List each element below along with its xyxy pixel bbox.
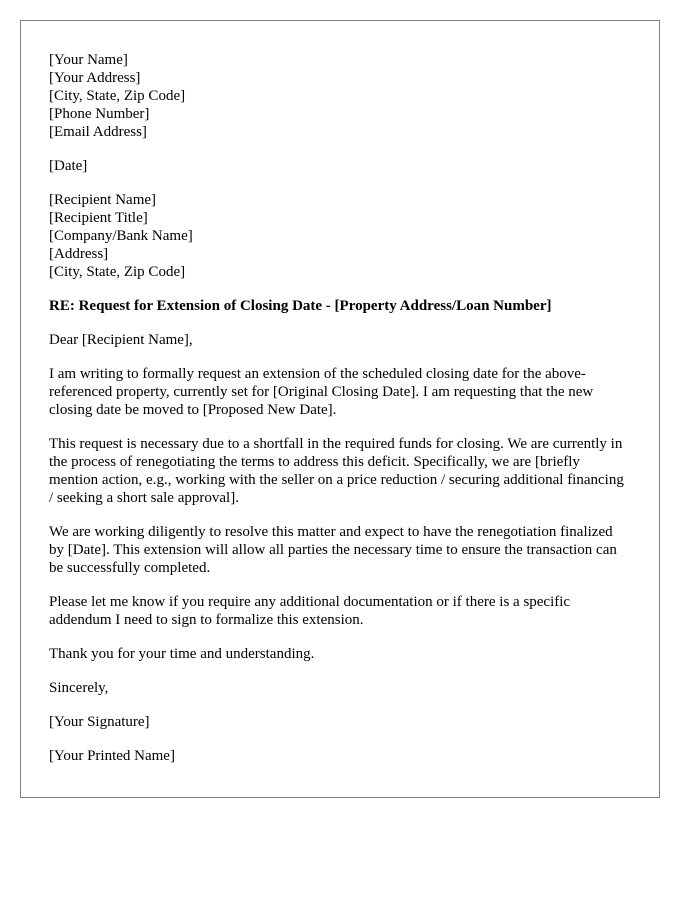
recipient-block <box>49 191 631 281</box>
body-paragraph: We are working diligently to resolve this matter and expect to have the renegotiation finalized by [Date]. This extension will allow all parties the necessary time to ensure the transaction can be successfully completed. <box>49 524 617 576</box>
date-block <box>49 157 631 175</box>
letter-page <box>20 20 660 798</box>
recipient-name: [Recipient Name] <box>49 192 157 208</box>
sender-phone: [Phone Number] <box>49 106 150 122</box>
recipient-address: [Address] <box>49 246 109 262</box>
body-paragraph: Please let me know if you require any additional documentation or if there is a specific addendum I need to sign to formalize this extension. <box>49 594 571 628</box>
letter-date: [Date] <box>49 158 88 174</box>
sender-email: [Email Address] <box>49 124 147 140</box>
printed-name: [Your Printed Name] <box>49 748 175 764</box>
subject-line: RE: Request for Extension of Closing Date - [Property Address/Loan Number] <box>49 298 552 314</box>
recipient-company: [Company/Bank Name] <box>49 228 193 244</box>
sender-address: [Your Address] <box>49 70 141 86</box>
signature-placeholder: [Your Signature] <box>49 714 150 730</box>
body-paragraph: This request is necessary due to a shortfall in the required funds for closing. We are currently in the process of renegotiating the terms to address this deficit. Specifically, we are [briefly mention action, e.g., working with the seller on a price reduction / securing additional financing / seeking a short sale approval]. <box>49 436 624 506</box>
salutation: Dear [Recipient Name], <box>49 332 193 348</box>
closing: Sincerely, <box>49 680 109 696</box>
recipient-title: [Recipient Title] <box>49 210 148 226</box>
recipient-city-state-zip: [City, State, Zip Code] <box>49 264 186 280</box>
sender-city-state-zip: [City, State, Zip Code] <box>49 88 186 104</box>
body-paragraph: I am writing to formally request an extension of the scheduled closing date for the above-referenced property, currently set for [Original Closing Date]. I am requesting that the new closing date be moved to [Proposed New Date]. <box>49 366 594 418</box>
sender-name: [Your Name] <box>49 52 128 68</box>
sender-block <box>49 51 631 141</box>
body-paragraph: Thank you for your time and understanding. <box>49 646 315 662</box>
